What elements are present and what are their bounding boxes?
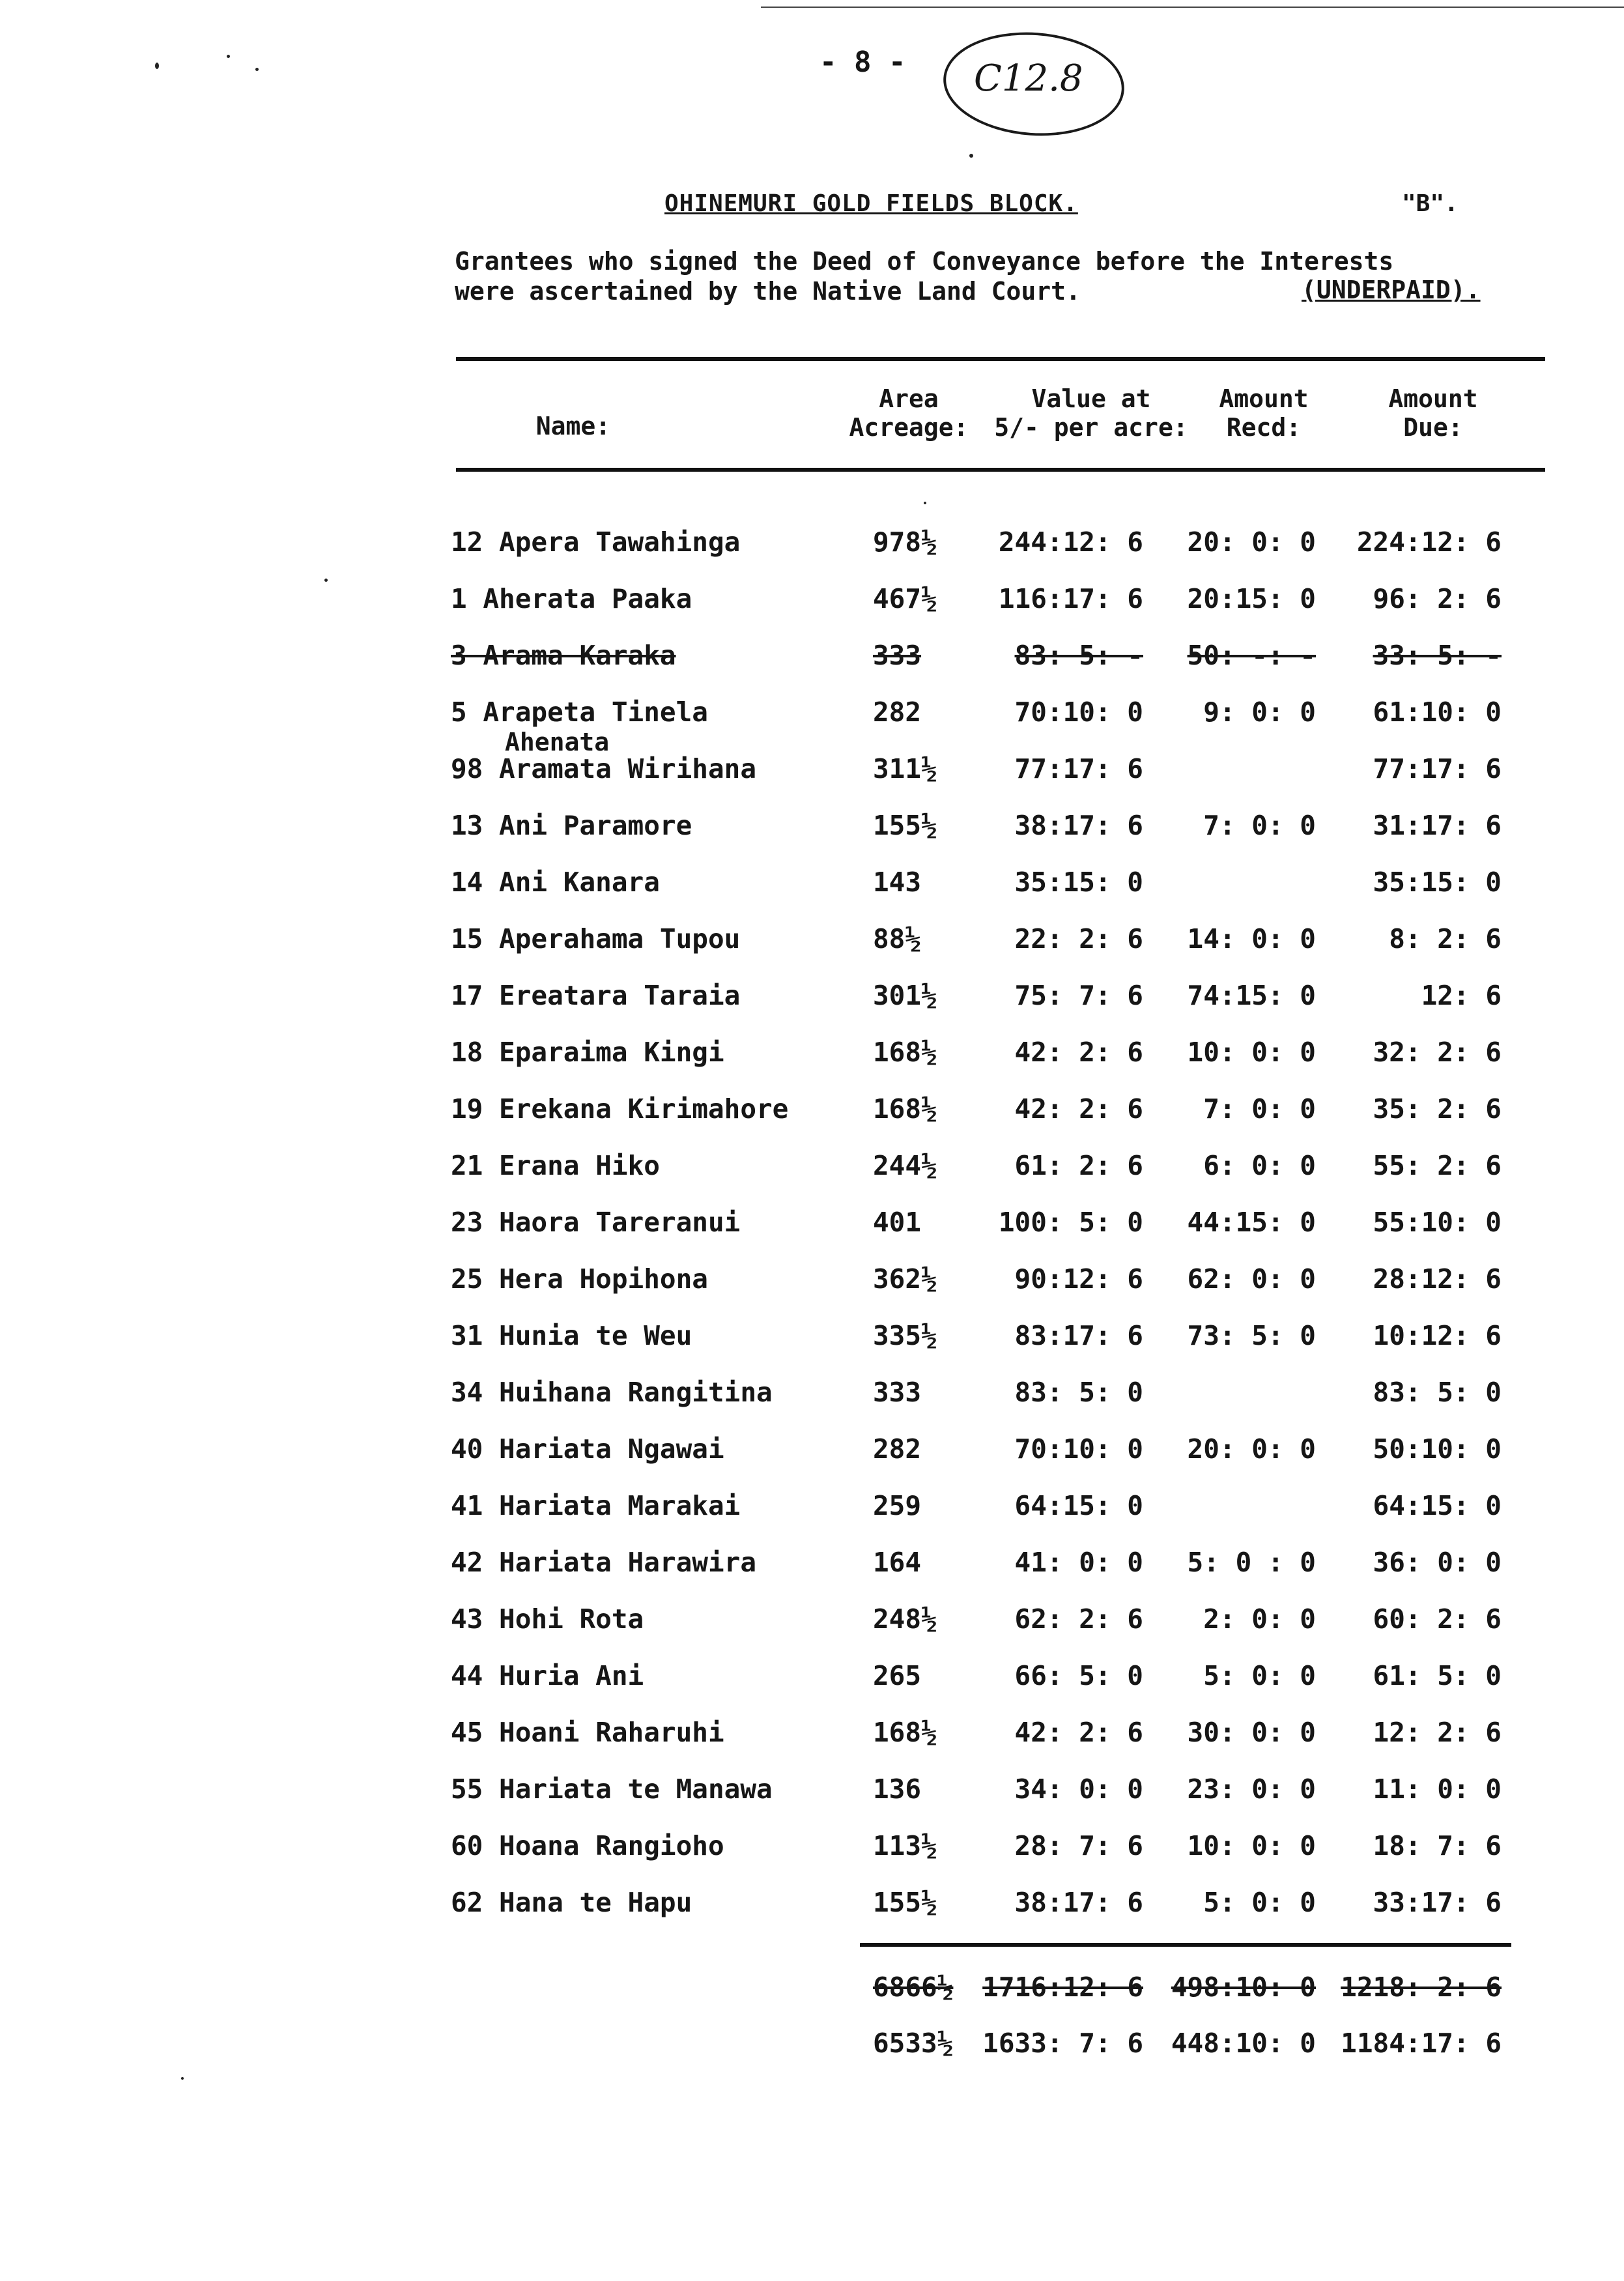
row-due: 12: 6 (1421, 980, 1502, 1011)
row-area: 333 (873, 640, 922, 671)
row-area: 164 (873, 1547, 922, 1578)
table-row (0, 923, 1624, 975)
row-value: 70:10: 0 (1014, 1433, 1143, 1465)
totals-rule (860, 1943, 1511, 1947)
row-value: 83: 5: - (1014, 640, 1143, 671)
table-row (0, 1320, 1624, 1372)
row-area: 248½ (873, 1603, 937, 1635)
row-received: 2: 0: 0 (1203, 1603, 1316, 1635)
row-value: 66: 5: 0 (1014, 1660, 1143, 1691)
row-received: 74:15: 0 (1187, 980, 1316, 1011)
row-value: 100: 5: 0 (998, 1207, 1143, 1238)
row-received: 5: 0 : 0 (1187, 1547, 1316, 1578)
table-row (0, 1547, 1624, 1599)
row-value: 35:15: 0 (1014, 867, 1143, 898)
row-value: 64:15: 0 (1014, 1490, 1143, 1521)
scan-speck (255, 68, 259, 71)
row-name: 62 Hana te Hapu (451, 1887, 692, 1918)
document-title: OHINEMURI GOLD FIELDS BLOCK. (664, 190, 1078, 217)
row-area: 155½ (873, 810, 937, 841)
scan-speck (969, 154, 973, 158)
row-received: 20:15: 0 (1187, 583, 1316, 614)
row-area: 301½ (873, 980, 937, 1011)
row-name: 34 Huihana Rangitina (451, 1377, 773, 1408)
row-area: 467½ (873, 583, 937, 614)
row-area: 333 (873, 1377, 922, 1408)
table-row (0, 1490, 1624, 1542)
row-name: 5 Arapeta Tinela (451, 696, 708, 728)
row-received: 73: 5: 0 (1187, 1320, 1316, 1351)
row-name: 45 Hoani Raharuhi (451, 1717, 724, 1748)
row-due: 28:12: 6 (1373, 1263, 1502, 1295)
intro-paragraph (455, 246, 1562, 306)
row-name: 25 Hera Hopihona (451, 1263, 708, 1295)
table-row (0, 1207, 1624, 1259)
scan-speck (227, 55, 230, 58)
row-value: 83: 5: 0 (1014, 1377, 1143, 1408)
table-row (0, 867, 1624, 919)
row-value: 90:12: 6 (1014, 1263, 1143, 1295)
table-row (0, 526, 1624, 579)
row-area: 401 (873, 1207, 922, 1238)
row-value: 42: 2: 6 (1014, 1717, 1143, 1748)
row-received: 44:15: 0 (1187, 1207, 1316, 1238)
scan-speck (324, 579, 328, 582)
table-row (0, 1377, 1624, 1429)
total-area-struck: 6866½ (873, 1972, 954, 2003)
row-received: 10: 0: 0 (1187, 1037, 1316, 1068)
row-area: 143 (873, 867, 922, 898)
row-due: 35: 2: 6 (1373, 1093, 1502, 1125)
table-row (0, 1603, 1624, 1656)
row-name: 18 Eparaima Kingi (451, 1037, 724, 1068)
row-value: 38:17: 6 (1014, 1887, 1143, 1918)
row-area: 335½ (873, 1320, 937, 1351)
row-area: 113½ (873, 1830, 937, 1861)
row-due: 96: 2: 6 (1373, 583, 1502, 614)
row-due: 224:12: 6 (1356, 526, 1502, 558)
reference-annotation: C12.8 (974, 57, 1083, 100)
table-row (0, 1433, 1624, 1485)
row-value: 75: 7: 6 (1014, 980, 1143, 1011)
row-name: 44 Huria Ani (451, 1660, 644, 1691)
row-name: 1 Aherata Paaka (451, 583, 692, 614)
row-name: 3 Arama Karaka (451, 640, 676, 671)
row-received: 30: 0: 0 (1187, 1717, 1316, 1748)
row-received: 23: 0: 0 (1187, 1773, 1316, 1805)
header-area: Area Acreage: (849, 384, 969, 442)
row-area: 259 (873, 1490, 922, 1521)
row-due: 61:10: 0 (1373, 696, 1502, 728)
row-value: 22: 2: 6 (1014, 923, 1143, 954)
table-row (0, 640, 1624, 692)
row-value: 42: 2: 6 (1014, 1037, 1143, 1068)
row-value: 34: 0: 0 (1014, 1773, 1143, 1805)
row-value: 42: 2: 6 (1014, 1093, 1143, 1125)
row-received: 5: 0: 0 (1203, 1887, 1316, 1918)
row-name: 12 Apera Tawahinga (451, 526, 741, 558)
page-number: - 8 - (819, 46, 906, 79)
row-area: 168½ (873, 1093, 937, 1125)
row-value: 62: 2: 6 (1014, 1603, 1143, 1635)
row-due: 33:17: 6 (1373, 1887, 1502, 1918)
row-due: 12: 2: 6 (1373, 1717, 1502, 1748)
row-received: 20: 0: 0 (1187, 526, 1316, 558)
total-value-struck: 1716:12: 6 (982, 1972, 1143, 2003)
total-received-struck: 498:10: 0 (1171, 1972, 1316, 2003)
row-area: 244½ (873, 1150, 937, 1181)
row-due: 77:17: 6 (1373, 753, 1502, 784)
row-due: 50:10: 0 (1373, 1433, 1502, 1465)
row-area: 168½ (873, 1717, 937, 1748)
row-name: 40 Hariata Ngawai (451, 1433, 724, 1465)
row-name: 42 Hariata Harawira (451, 1547, 756, 1578)
header-name: Name: (535, 412, 611, 440)
row-name: 43 Hohi Rota (451, 1603, 644, 1635)
row-name: 60 Hoana Rangioho (451, 1830, 724, 1861)
table-row (0, 1887, 1624, 1939)
table-row (0, 1150, 1624, 1202)
row-due: 60: 2: 6 (1373, 1603, 1502, 1635)
row-value: 244:12: 6 (998, 526, 1143, 558)
row-due: 35:15: 0 (1373, 867, 1502, 898)
row-value: 70:10: 0 (1014, 696, 1143, 728)
row-due: 10:12: 6 (1373, 1320, 1502, 1351)
scan-speck (155, 63, 159, 69)
row-due: 32: 2: 6 (1373, 1037, 1502, 1068)
table-row (0, 696, 1624, 756)
row-due: 18: 7: 6 (1373, 1830, 1502, 1861)
row-name: 55 Hariata te Manawa (451, 1773, 773, 1805)
row-area: 362½ (873, 1263, 937, 1295)
total-value: 1633: 7: 6 (982, 2028, 1143, 2059)
row-value: 77:17: 6 (1014, 753, 1143, 784)
table-row (0, 1830, 1624, 1882)
row-received: 10: 0: 0 (1187, 1830, 1316, 1861)
row-received: 20: 0: 0 (1187, 1433, 1316, 1465)
row-due: 11: 0: 0 (1373, 1773, 1502, 1805)
header-due: Amount Due: (1388, 384, 1478, 442)
row-name-continuation: Ahenata (505, 728, 610, 756)
row-due: 36: 0: 0 (1373, 1547, 1502, 1578)
row-name: 14 Ani Kanara (451, 867, 660, 898)
row-received: 14: 0: 0 (1187, 923, 1316, 954)
table-row (0, 1263, 1624, 1315)
table-row (0, 583, 1624, 635)
row-area: 155½ (873, 1887, 937, 1918)
row-name: 98 Aramata Wirihana (451, 753, 756, 784)
row-area: 88½ (873, 923, 922, 954)
row-area: 282 (873, 1433, 922, 1465)
total-area: 6533½ (873, 2028, 954, 2059)
schedule-label: "B". (1402, 190, 1459, 217)
intro-line: Grantees who signed the Deed of Conveyance before the Interests (455, 247, 1394, 276)
row-due: 33: 5: - (1373, 640, 1502, 671)
row-due: 64:15: 0 (1373, 1490, 1502, 1521)
table-row (0, 1660, 1624, 1712)
scan-edge-line (761, 7, 1624, 8)
row-value: 41: 0: 0 (1014, 1547, 1143, 1578)
total-due-struck: 1218: 2: 6 (1341, 1972, 1502, 2003)
header-top-rule (456, 357, 1545, 361)
row-received: 50: -: - (1187, 640, 1316, 671)
row-name: 23 Haora Tareranui (451, 1207, 741, 1238)
row-due: 31:17: 6 (1373, 810, 1502, 841)
table-row (0, 1773, 1624, 1826)
row-name: 21 Erana Hiko (451, 1150, 660, 1181)
header-received: Amount Recd: (1219, 384, 1309, 442)
total-due: 1184:17: 6 (1341, 2028, 1502, 2059)
table-row (0, 1717, 1624, 1769)
row-area: 265 (873, 1660, 922, 1691)
header-bottom-rule (456, 468, 1545, 472)
row-received: 7: 0: 0 (1203, 1093, 1316, 1125)
totals-row (0, 2028, 1624, 2080)
table-row (0, 980, 1624, 1032)
underpaid-label: (UNDERPAID). (1302, 276, 1481, 304)
row-area: 978½ (873, 526, 937, 558)
row-name: 13 Ani Paramore (451, 810, 692, 841)
row-name: 17 Ereatara Taraia (451, 980, 741, 1011)
row-received: 9: 0: 0 (1203, 696, 1316, 728)
table-row (0, 1037, 1624, 1089)
row-area: 136 (873, 1773, 922, 1805)
row-received: 5: 0: 0 (1203, 1660, 1316, 1691)
row-value: 61: 2: 6 (1014, 1150, 1143, 1181)
row-due: 61: 5: 0 (1373, 1660, 1502, 1691)
table-row (0, 753, 1624, 805)
row-due: 8: 2: 6 (1389, 923, 1502, 954)
row-due: 55: 2: 6 (1373, 1150, 1502, 1181)
row-name: 19 Erekana Kirimahore (451, 1093, 789, 1125)
row-received: 6: 0: 0 (1203, 1150, 1316, 1181)
row-received: 7: 0: 0 (1203, 810, 1316, 841)
totals-struck-row (0, 1972, 1624, 2024)
row-area: 168½ (873, 1037, 937, 1068)
row-area: 282 (873, 696, 922, 728)
row-value: 38:17: 6 (1014, 810, 1143, 841)
table-row (0, 1093, 1624, 1145)
scan-speck (924, 502, 926, 504)
row-received: 62: 0: 0 (1187, 1263, 1316, 1295)
total-received: 448:10: 0 (1171, 2028, 1316, 2059)
row-value: 28: 7: 6 (1014, 1830, 1143, 1861)
row-due: 83: 5: 0 (1373, 1377, 1502, 1408)
row-value: 116:17: 6 (998, 583, 1143, 614)
header-value: Value at 5/- per acre: (994, 384, 1188, 442)
row-due: 55:10: 0 (1373, 1207, 1502, 1238)
row-name: 31 Hunia te Weu (451, 1320, 692, 1351)
row-value: 83:17: 6 (1014, 1320, 1143, 1351)
table-row (0, 810, 1624, 862)
row-area: 311½ (873, 753, 937, 784)
row-name: 41 Hariata Marakai (451, 1490, 741, 1521)
intro-line: were ascertained by the Native Land Court. (455, 277, 1081, 306)
row-name: 15 Aperahama Tupou (451, 923, 741, 954)
